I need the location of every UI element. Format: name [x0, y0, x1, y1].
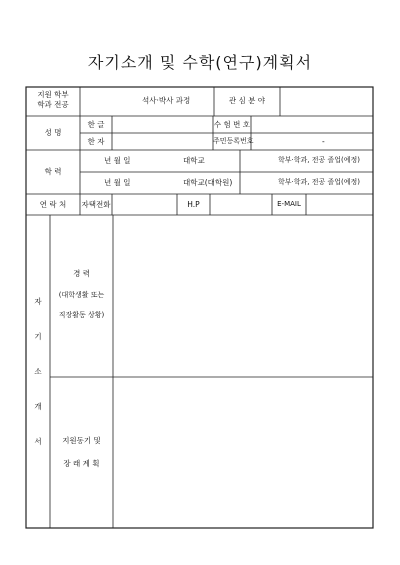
form-title: 자기소개 및 수학(연구)계획서: [87, 53, 313, 72]
education-row-1-school: 대학교: [183, 156, 205, 165]
name-hanja-input[interactable]: [114, 135, 211, 148]
exam-number-input[interactable]: [253, 118, 371, 131]
intro-side-char-5: 서: [34, 437, 42, 446]
education-row-1-date: 년 월 일: [104, 156, 131, 165]
resident-number-label: 주민등록번호: [213, 137, 254, 145]
exam-number-label: 수 험 번 호: [213, 120, 251, 129]
career-content-area[interactable]: [115, 217, 371, 375]
interest-field-input[interactable]: [282, 90, 371, 114]
contact-label: 연 락 처: [39, 200, 67, 209]
intro-side-char-2: 기: [34, 332, 42, 341]
intro-side-char-4: 개: [34, 402, 42, 411]
plan-title-line2: 장 래 계 획: [63, 459, 100, 468]
name-label: 성 명: [44, 128, 62, 137]
email-input[interactable]: [308, 196, 371, 213]
interest-field-label: 관 심 분 야: [228, 96, 266, 105]
career-subtitle-line1: (대학생활 또는: [58, 291, 105, 299]
home-phone-input[interactable]: [114, 196, 175, 213]
plan-content-area[interactable]: [115, 379, 371, 526]
email-label: E-MAIL: [277, 200, 301, 208]
plan-title-line1: 지원동기 및: [62, 436, 101, 445]
hp-input[interactable]: [212, 196, 270, 213]
degree-course-text: 석사·박사 과정: [142, 96, 191, 105]
education-row-2-school: 대학교(대학원): [183, 178, 233, 187]
name-hanja-label: 한 자: [87, 137, 105, 146]
hp-label: H.P: [187, 200, 200, 209]
intro-side-char-3: 소: [34, 367, 42, 376]
name-korean-label: 한 글: [87, 120, 105, 129]
education-label: 학 력: [44, 167, 62, 176]
applied-dept-label-line2: 학과 전공: [37, 100, 69, 109]
career-title: 경 력: [73, 269, 90, 278]
name-korean-input[interactable]: [114, 118, 211, 131]
home-phone-label: 자택전화: [81, 200, 111, 209]
resident-number-separator[interactable]: -: [322, 137, 325, 146]
applied-dept-label-line1: 지원 학부: [37, 90, 69, 99]
career-subtitle-line2: 직장활동 상황): [58, 311, 105, 319]
education-row-2-date: 년 월 일: [104, 178, 131, 187]
education-row-1-dept: 학부·학과, 전공 졸업(예정): [278, 156, 360, 164]
education-row-2-dept: 학부·학과, 전공 졸업(예정): [278, 178, 360, 186]
intro-side-char-1: 자: [34, 297, 42, 306]
